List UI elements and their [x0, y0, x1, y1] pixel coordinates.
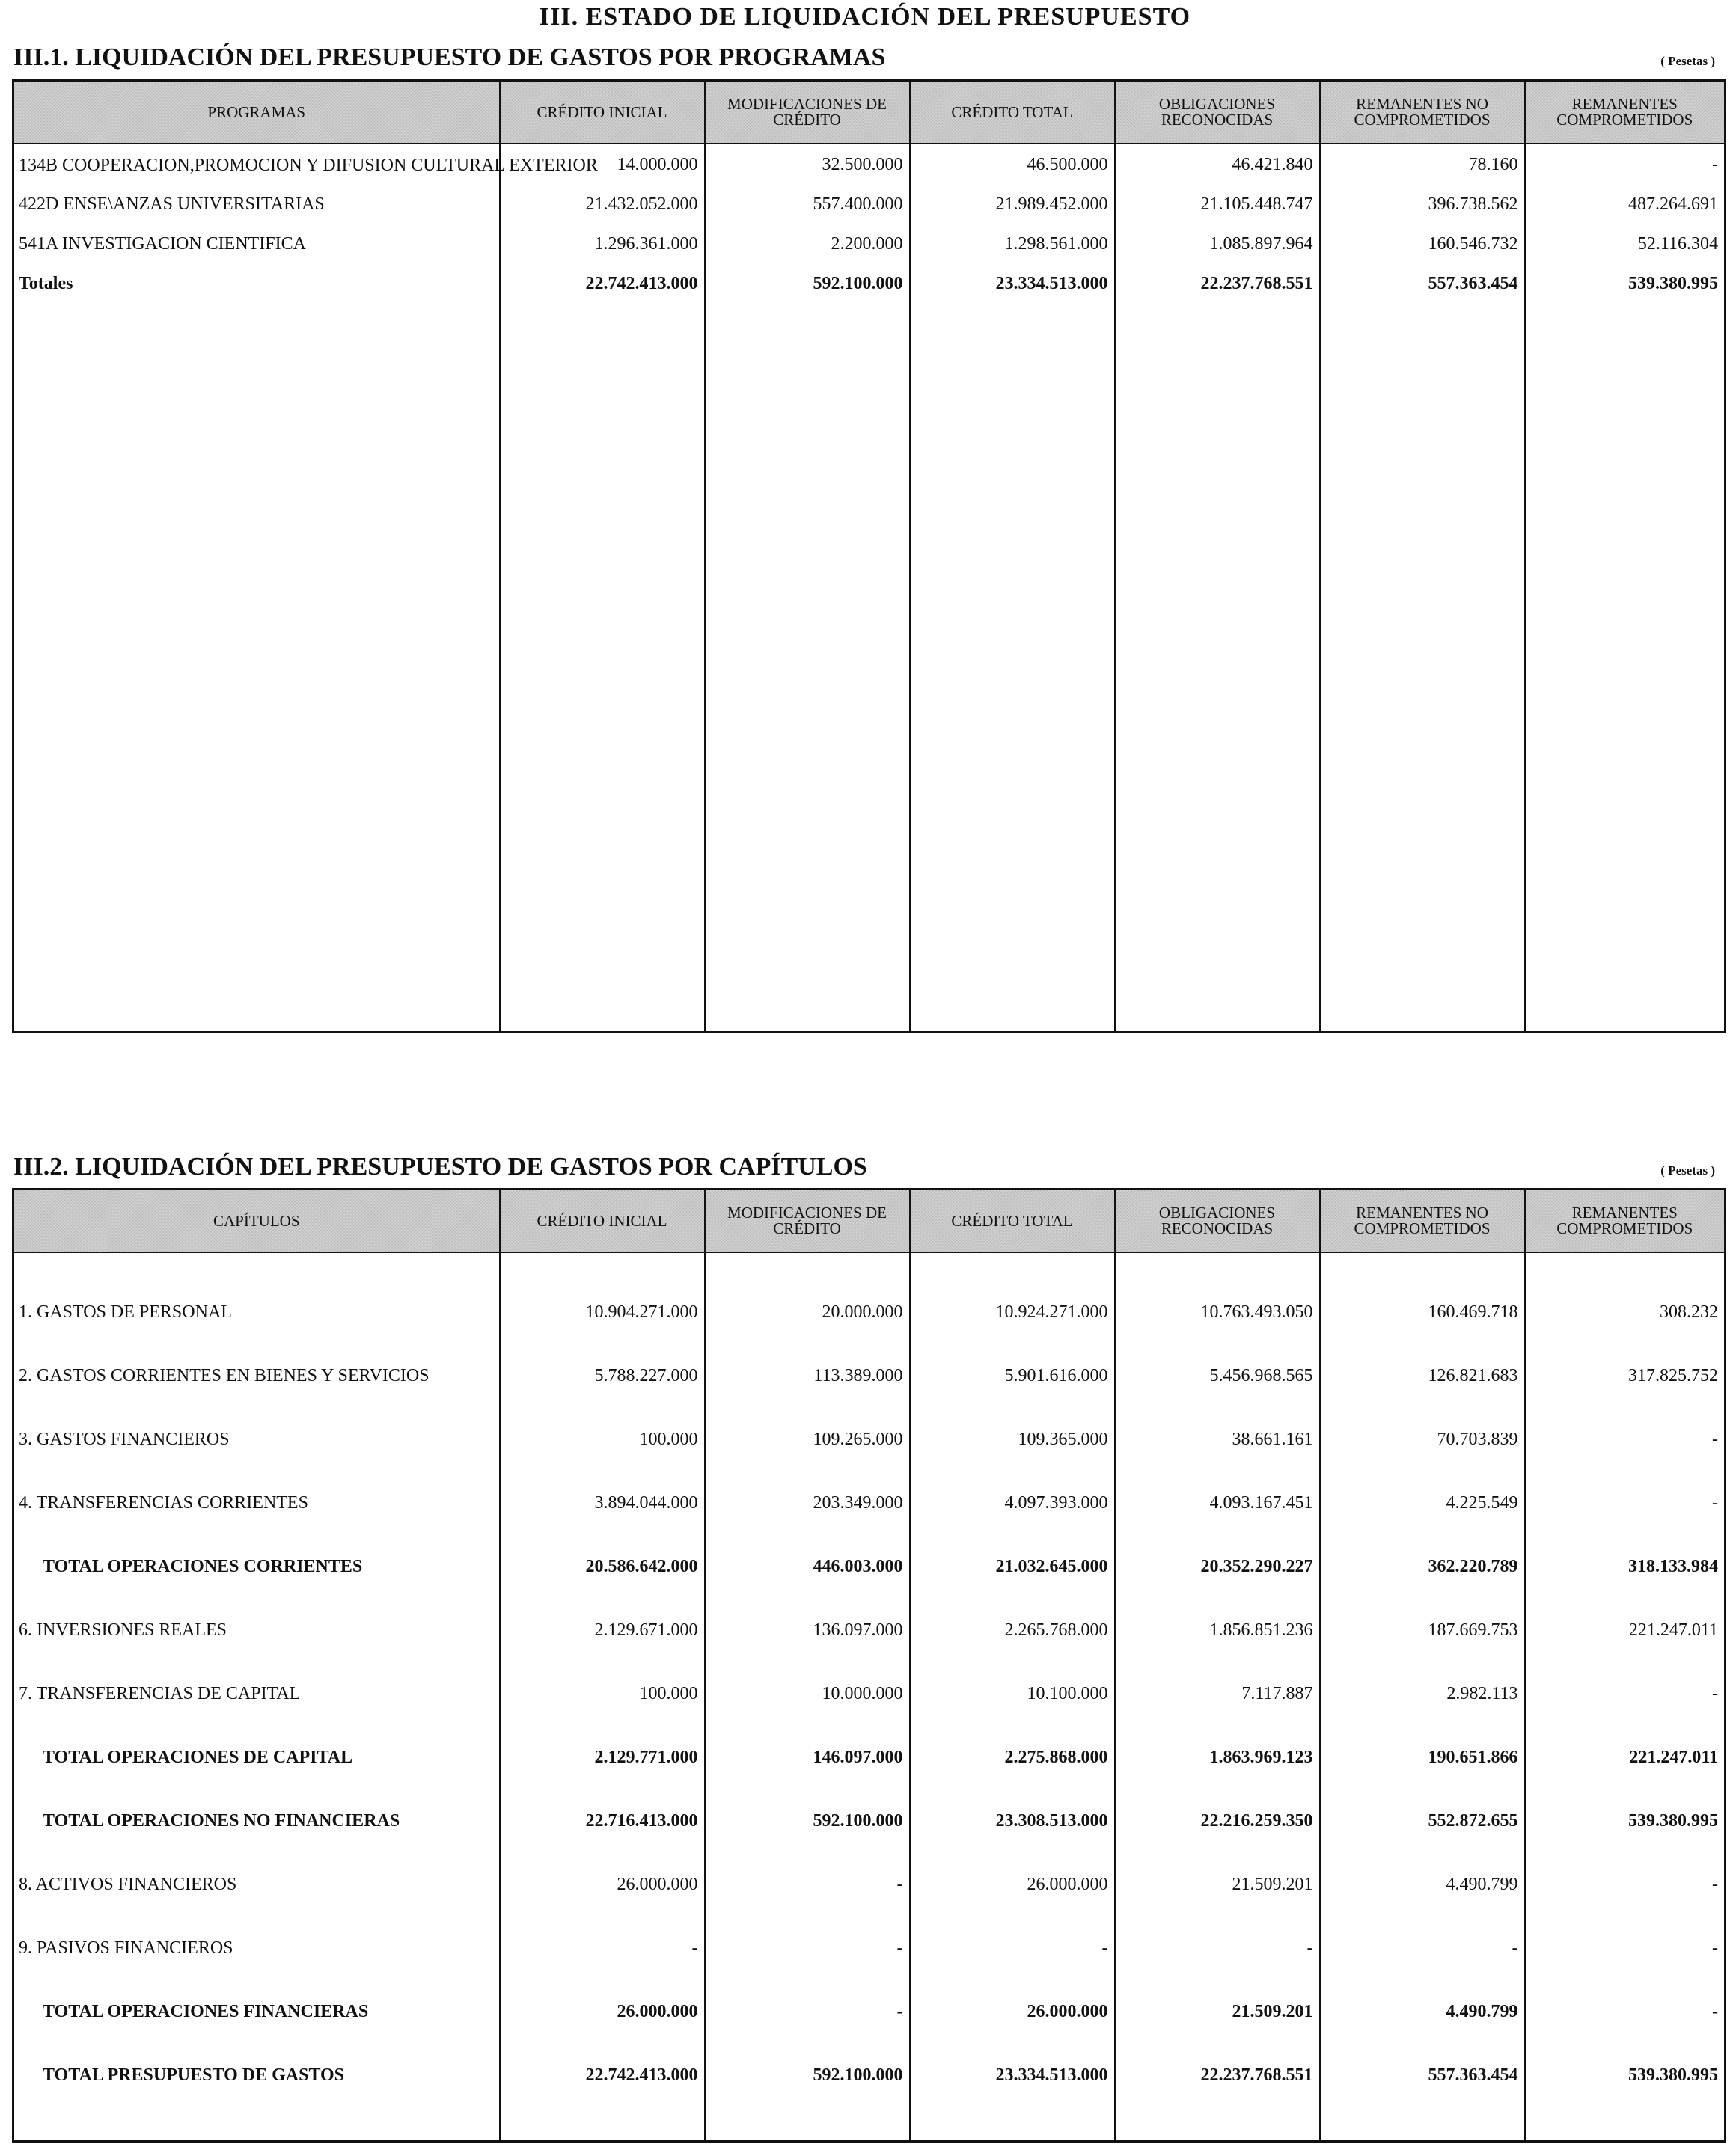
section1-units: ( Pesetas )	[1660, 54, 1715, 68]
cell-credito-inicial: 22.716.413.000	[500, 1789, 705, 1853]
row-label: 6. INVERSIONES REALES	[13, 1599, 500, 1662]
row-label: 1. GASTOS DE PERSONAL	[13, 1281, 500, 1344]
cell-credito-inicial: 2.129.771.000	[500, 1726, 705, 1789]
cell-modificaciones: 2.200.000	[705, 223, 910, 265]
cell-modificaciones: 203.349.000	[705, 1471, 910, 1535]
table-row	[13, 1408, 1726, 1471]
cell-remanentes-comp: 52.116.304	[1525, 223, 1726, 265]
cell-obligaciones: 38.661.161	[1115, 1408, 1320, 1471]
cell-credito-total: 5.901.616.000	[910, 1344, 1115, 1408]
row-label: 541A INVESTIGACION CIENTIFICA	[13, 223, 500, 265]
header-modificaciones: MODIFICACIONES DE CRÉDITO	[705, 81, 910, 144]
cell-remanentes-comp: -	[1525, 1980, 1726, 2044]
cell-modificaciones: 113.389.000	[705, 1344, 910, 1408]
section2-title: III.2. LIQUIDACIÓN DEL PRESUPUESTO DE GASTOS POR CAPÍTULOS	[13, 1153, 867, 1180]
cell-obligaciones: 10.763.493.050	[1115, 1281, 1320, 1344]
cell-obligaciones: 7.117.887	[1115, 1662, 1320, 1726]
cell-remanentes-comp: -	[1525, 1917, 1726, 1980]
cell-obligaciones: 1.863.969.123	[1115, 1726, 1320, 1789]
cell-modificaciones: -	[705, 1917, 910, 1980]
cell-obligaciones: 22.237.768.551	[1115, 265, 1320, 302]
cell-credito-inicial: 2.129.671.000	[500, 1599, 705, 1662]
cell-remanentes-comp: 318.133.984	[1525, 1535, 1726, 1599]
subtotal-row	[13, 1980, 1726, 2044]
table-row	[13, 1471, 1726, 1535]
cell-remanentes-no: 552.872.655	[1320, 1789, 1525, 1853]
cell-remanentes-no: -	[1320, 1917, 1525, 1980]
cell-credito-total: 2.265.768.000	[910, 1599, 1115, 1662]
cell-credito-total: 2.275.868.000	[910, 1726, 1115, 1789]
cell-remanentes-no: 78.160	[1320, 144, 1525, 186]
cell-modificaciones: 32.500.000	[705, 144, 910, 186]
cell-obligaciones: -	[1115, 1917, 1320, 1980]
cell-remanentes-comp: 221.247.011	[1525, 1599, 1726, 1662]
cell-obligaciones: 4.093.167.451	[1115, 1471, 1320, 1535]
table-row	[13, 1917, 1726, 1980]
cell-remanentes-no: 2.982.113	[1320, 1662, 1525, 1726]
cell-credito-total: 21.989.452.000	[910, 186, 1115, 223]
table-row	[13, 223, 1726, 265]
cell-remanentes-no: 557.363.454	[1320, 2044, 1525, 2107]
cell-credito-inicial: -	[500, 1917, 705, 1980]
header-programas: PROGRAMAS	[13, 81, 500, 144]
cell-credito-inicial: 5.788.227.000	[500, 1344, 705, 1408]
cell-credito-total: 10.924.271.000	[910, 1281, 1115, 1344]
subtotal-row	[13, 1535, 1726, 1599]
cell-credito-inicial: 22.742.413.000	[500, 2044, 705, 2107]
cell-modificaciones: 592.100.000	[705, 1789, 910, 1853]
cell-remanentes-comp: 317.825.752	[1525, 1344, 1726, 1408]
subtotal-row	[13, 1789, 1726, 1853]
cell-remanentes-no: 4.225.549	[1320, 1471, 1525, 1535]
row-label: 422D ENSE\ANZAS UNIVERSITARIAS	[13, 186, 500, 223]
cell-remanentes-no: 557.363.454	[1320, 265, 1525, 302]
cell-credito-inicial: 26.000.000	[500, 1853, 705, 1917]
cell-credito-total: 46.500.000	[910, 144, 1115, 186]
table-row	[13, 1853, 1726, 1917]
header-remanentes-no-comprometidos: REMANENTES NO COMPROMETIDOS	[1320, 81, 1525, 144]
cell-credito-inicial: 20.586.642.000	[500, 1535, 705, 1599]
totals-row	[13, 265, 1726, 302]
row-label: 8. ACTIVOS FINANCIEROS	[13, 1853, 500, 1917]
cell-remanentes-comp: 539.380.995	[1525, 265, 1726, 302]
cell-remanentes-no: 160.546.732	[1320, 223, 1525, 265]
table-row	[13, 144, 1726, 186]
cell-obligaciones: 5.456.968.565	[1115, 1344, 1320, 1408]
cell-remanentes-comp: -	[1525, 1408, 1726, 1471]
programs-header-row	[13, 81, 1726, 144]
cell-credito-inicial: 100.000	[500, 1408, 705, 1471]
row-label: TOTAL OPERACIONES FINANCIERAS	[13, 1980, 500, 2044]
header-credito-total: CRÉDITO TOTAL	[910, 1189, 1115, 1253]
cell-modificaciones: -	[705, 1853, 910, 1917]
cell-remanentes-comp: 221.247.011	[1525, 1726, 1726, 1789]
cell-credito-inicial: 100.000	[500, 1662, 705, 1726]
cell-credito-total: 23.334.513.000	[910, 265, 1115, 302]
table-row	[13, 1281, 1726, 1344]
cell-remanentes-comp: -	[1525, 1662, 1726, 1726]
table-row	[13, 1662, 1726, 1726]
spacer-row	[13, 2107, 1726, 2141]
cell-remanentes-no: 362.220.789	[1320, 1535, 1525, 1599]
empty-filler-row	[13, 302, 1726, 1032]
row-label: 3. GASTOS FINANCIEROS	[13, 1408, 500, 1471]
cell-modificaciones: 557.400.000	[705, 186, 910, 223]
header-remanentes-comprometidos: REMANENTES COMPROMETIDOS	[1525, 81, 1726, 144]
cell-modificaciones: 592.100.000	[705, 2044, 910, 2107]
cell-credito-inicial: 14.000.000	[500, 144, 705, 186]
table-row	[13, 1344, 1726, 1408]
cell-modificaciones: 592.100.000	[705, 265, 910, 302]
header-remanentes-no-comprometidos: REMANENTES NO COMPROMETIDOS	[1320, 1189, 1525, 1253]
header-credito-total: CRÉDITO TOTAL	[910, 81, 1115, 144]
cell-credito-total: 10.100.000	[910, 1662, 1115, 1726]
cell-credito-inicial: 1.296.361.000	[500, 223, 705, 265]
row-label: 9. PASIVOS FINANCIEROS	[13, 1917, 500, 1980]
programs-table	[12, 79, 1726, 1033]
header-obligaciones: OBLIGACIONES RECONOCIDAS	[1115, 1189, 1320, 1253]
cell-credito-total: 21.032.645.000	[910, 1535, 1115, 1599]
cell-remanentes-comp: -	[1525, 1853, 1726, 1917]
row-label: TOTAL OPERACIONES CORRIENTES	[13, 1535, 500, 1599]
cell-credito-total: 1.298.561.000	[910, 223, 1115, 265]
cell-obligaciones: 21.509.201	[1115, 1980, 1320, 2044]
cell-credito-total: -	[910, 1917, 1115, 1980]
cell-remanentes-comp: 539.380.995	[1525, 2044, 1726, 2107]
cell-credito-total: 26.000.000	[910, 1853, 1115, 1917]
row-label: TOTAL OPERACIONES NO FINANCIERAS	[13, 1789, 500, 1853]
cell-obligaciones: 1.085.897.964	[1115, 223, 1320, 265]
cell-remanentes-comp: 308.232	[1525, 1281, 1726, 1344]
cell-remanentes-comp: 539.380.995	[1525, 1789, 1726, 1853]
cell-modificaciones: 20.000.000	[705, 1281, 910, 1344]
header-capitulos: CAPÍTULOS	[13, 1189, 500, 1253]
table-row	[13, 186, 1726, 223]
cell-modificaciones: 10.000.000	[705, 1662, 910, 1726]
cell-obligaciones: 46.421.840	[1115, 144, 1320, 186]
cell-credito-inicial: 10.904.271.000	[500, 1281, 705, 1344]
row-label: 2. GASTOS CORRIENTES EN BIENES Y SERVICIOS	[13, 1344, 500, 1408]
section1-title: III.1. LIQUIDACIÓN DEL PRESUPUESTO DE GASTOS POR PROGRAMAS	[13, 43, 886, 71]
header-credito-inicial: CRÉDITO INICIAL	[500, 1189, 705, 1253]
cell-credito-total: 23.308.513.000	[910, 1789, 1115, 1853]
cell-remanentes-comp: 487.264.691	[1525, 186, 1726, 223]
cell-modificaciones: -	[705, 1980, 910, 2044]
page-title: III. ESTADO DE LIQUIDACIÓN DEL PRESUPUESTO	[539, 3, 1191, 31]
cell-credito-total: 109.365.000	[910, 1408, 1115, 1471]
chapters-header-row	[13, 1189, 1726, 1253]
cell-modificaciones: 109.265.000	[705, 1408, 910, 1471]
cell-remanentes-comp: -	[1525, 144, 1726, 186]
cell-remanentes-no: 160.469.718	[1320, 1281, 1525, 1344]
cell-remanentes-no: 4.490.799	[1320, 1980, 1525, 2044]
cell-obligaciones: 1.856.851.236	[1115, 1599, 1320, 1662]
cell-modificaciones: 446.003.000	[705, 1535, 910, 1599]
cell-obligaciones: 20.352.290.227	[1115, 1535, 1320, 1599]
cell-credito-total: 4.097.393.000	[910, 1471, 1115, 1535]
row-label: 4. TRANSFERENCIAS CORRIENTES	[13, 1471, 500, 1535]
header-obligaciones: OBLIGACIONES RECONOCIDAS	[1115, 81, 1320, 144]
header-remanentes-comprometidos: REMANENTES COMPROMETIDOS	[1525, 1189, 1726, 1253]
section2-units: ( Pesetas )	[1660, 1163, 1715, 1177]
row-label: TOTAL OPERACIONES DE CAPITAL	[13, 1726, 500, 1789]
cell-credito-total: 26.000.000	[910, 1980, 1115, 2044]
row-label: 7. TRANSFERENCIAS DE CAPITAL	[13, 1662, 500, 1726]
table-row	[13, 1599, 1726, 1662]
header-credito-inicial: CRÉDITO INICIAL	[500, 81, 705, 144]
cell-obligaciones: 21.105.448.747	[1115, 186, 1320, 223]
cell-remanentes-no: 187.669.753	[1320, 1599, 1525, 1662]
cell-credito-inicial: 26.000.000	[500, 1980, 705, 2044]
spacer-row	[13, 1252, 1726, 1281]
cell-remanentes-no: 4.490.799	[1320, 1853, 1525, 1917]
header-modificaciones: MODIFICACIONES DE CRÉDITO	[705, 1189, 910, 1253]
cell-modificaciones: 146.097.000	[705, 1726, 910, 1789]
row-label: Totales	[13, 265, 500, 302]
cell-remanentes-no: 70.703.839	[1320, 1408, 1525, 1471]
row-label: 134B COOPERACION,PROMOCION Y DIFUSION CULTURAL EXTERIOR	[13, 144, 500, 186]
cell-remanentes-no: 396.738.562	[1320, 186, 1525, 223]
chapters-table	[12, 1188, 1726, 2143]
grand-total-row	[13, 2044, 1726, 2107]
cell-obligaciones: 21.509.201	[1115, 1853, 1320, 1917]
cell-remanentes-no: 190.651.866	[1320, 1726, 1525, 1789]
cell-remanentes-comp: -	[1525, 1471, 1726, 1535]
row-label: TOTAL PRESUPUESTO DE GASTOS	[13, 2044, 500, 2107]
cell-credito-inicial: 21.432.052.000	[500, 186, 705, 223]
cell-modificaciones: 136.097.000	[705, 1599, 910, 1662]
cell-obligaciones: 22.237.768.551	[1115, 2044, 1320, 2107]
cell-credito-inicial: 22.742.413.000	[500, 265, 705, 302]
subtotal-row	[13, 1726, 1726, 1789]
cell-obligaciones: 22.216.259.350	[1115, 1789, 1320, 1853]
cell-credito-inicial: 3.894.044.000	[500, 1471, 705, 1535]
cell-credito-total: 23.334.513.000	[910, 2044, 1115, 2107]
cell-remanentes-no: 126.821.683	[1320, 1344, 1525, 1408]
